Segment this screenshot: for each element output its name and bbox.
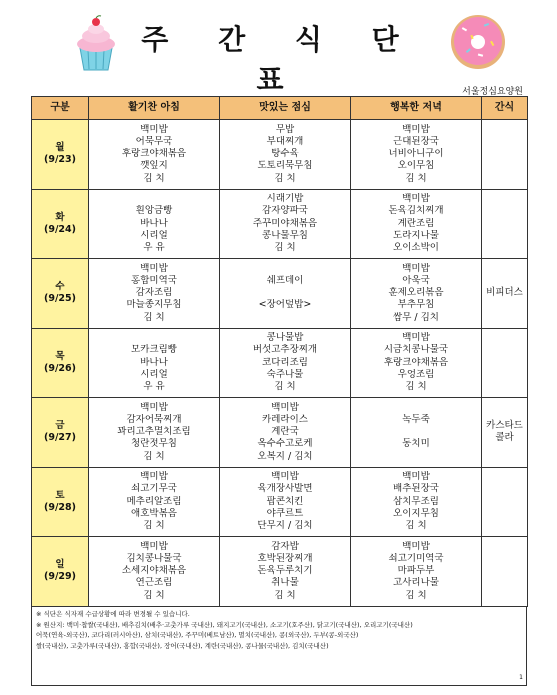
- menu-item: 백미밥: [402, 332, 430, 344]
- menu-item: 김치콩나물국: [126, 552, 182, 564]
- day-name: 일: [55, 559, 65, 571]
- dinner-cell: [351, 328, 482, 398]
- menu-item: 백미밥: [140, 123, 168, 135]
- menu-item: 백미밥: [402, 471, 430, 483]
- menu-item: 너비아니구이: [388, 148, 444, 160]
- breakfast-cell: [89, 120, 220, 190]
- day-name: 토: [55, 489, 65, 501]
- lunch-cell: [220, 189, 351, 259]
- menu-item: 김 치: [405, 381, 427, 393]
- table-row: [32, 467, 528, 537]
- column-header-breakfast: 활기찬 아침: [89, 97, 220, 120]
- menu-item: 깻잎지: [140, 160, 168, 172]
- note-line: ※ 원산지: 백미·찹쌀(국내산), 배추김치(배추·고춧가루 국내산), 돼지고기(국내산), 소고기(호주산), 닭고기(국내산), 오리고기(국내산): [36, 620, 413, 629]
- menu-item: 후랑크야채볶음: [383, 356, 449, 368]
- menu-item: 시금치콩나물국: [383, 344, 449, 356]
- menu-item: 삼치무조림: [393, 495, 439, 507]
- day-date: (9/29): [44, 571, 76, 583]
- menu-item: 단무지 / 김치: [257, 520, 313, 532]
- lunch-cell: [220, 537, 351, 607]
- menu-item: 콩나물밥: [266, 332, 304, 344]
- breakfast-cell: [89, 398, 220, 468]
- menu-item: 돈육두루치기: [257, 565, 313, 577]
- menu-item: 쇠고기무국: [131, 483, 177, 495]
- note-line: ※ 식단은 식자재 수급상황에 따라 변경될 수 있습니다.: [36, 610, 190, 618]
- menu-item: 김 치: [274, 381, 296, 393]
- day-cell: [32, 398, 89, 468]
- menu-item: 홍합미역국: [131, 274, 177, 286]
- menu-item: 백미밥: [140, 262, 168, 274]
- column-header-snack: 간식: [482, 97, 528, 120]
- menu-item: [351, 451, 481, 463]
- day-name: 목: [55, 350, 65, 362]
- menu-item: 바나나: [140, 356, 168, 368]
- breakfast-cell: [89, 189, 220, 259]
- breakfast-cell: [89, 537, 220, 607]
- lunch-cell: [220, 328, 351, 398]
- menu-item: 감자양파국: [262, 205, 308, 217]
- menu-item: 백미밥: [271, 471, 299, 483]
- header-row: [32, 97, 528, 120]
- lunch-cell: [220, 467, 351, 537]
- table-row: [32, 259, 528, 329]
- menu-item: 바나나: [140, 217, 168, 229]
- table-row: [32, 398, 528, 468]
- menu-item: 탕수육: [271, 148, 299, 160]
- menu-item: 김 치: [143, 520, 165, 532]
- menu-item: 도라지나물: [393, 229, 439, 241]
- menu-item: 김 치: [405, 589, 427, 601]
- menu-item: 백미밥: [140, 401, 168, 413]
- menu-item: [220, 287, 350, 299]
- dinner-cell: [351, 120, 482, 190]
- menu-item: 오이지무침: [393, 507, 439, 519]
- menu-item: [351, 402, 481, 414]
- day-cell: [32, 537, 89, 607]
- day-cell: [32, 189, 89, 259]
- menu-item: 훈제오리볶음: [388, 287, 444, 299]
- menu-item: 팝콘치킨: [266, 495, 304, 507]
- menu-item: 후랑크야채볶음: [121, 148, 187, 160]
- menu-item: <장어덮밥>: [258, 299, 312, 311]
- snack-cell: 카스타드 콜라: [482, 398, 528, 468]
- day-date: (9/28): [44, 501, 76, 513]
- menu-item: 오복지 / 김치: [257, 450, 313, 462]
- menu-item: 마늘종지무침: [126, 299, 182, 311]
- menu-item: 부추무침: [397, 299, 435, 311]
- cupcake-icon: [66, 14, 126, 74]
- menu-item: 옥수수고로케: [257, 438, 313, 450]
- snack-cell: [482, 467, 528, 537]
- menu-item: 김 치: [274, 172, 296, 184]
- menu-item: [220, 263, 350, 275]
- menu-item: [89, 332, 219, 344]
- menu-item: 김 치: [274, 589, 296, 601]
- table-row: [32, 537, 528, 607]
- menu-item: 김 치: [405, 520, 427, 532]
- menu-item: 흰앙금빵: [135, 205, 173, 217]
- menu-item: 취나물: [271, 577, 299, 589]
- menu-item: 김 치: [274, 242, 296, 254]
- menu-item: 우엉조림: [397, 368, 435, 380]
- menu-item: 코다리조림: [262, 356, 308, 368]
- menu-item: 주꾸미야채볶음: [252, 217, 318, 229]
- breakfast-cell: [89, 259, 220, 329]
- menu-item: 근대된장국: [393, 135, 439, 147]
- day-date: (9/24): [44, 223, 76, 235]
- menu-item: 오이무침: [397, 160, 435, 172]
- menu-item: 숙주나물: [266, 368, 304, 380]
- menu-item: 백미밥: [402, 540, 430, 552]
- menu-item: 어묵무국: [135, 135, 173, 147]
- day-date: (9/25): [44, 293, 76, 305]
- menu-item: 버섯고추장찌개: [252, 344, 318, 356]
- menu-item: 백미밥: [402, 123, 430, 135]
- dinner-cell: [351, 259, 482, 329]
- menu-item: [89, 193, 219, 205]
- dinner-cell: [351, 398, 482, 468]
- snack-cell: [482, 189, 528, 259]
- menu-item: 계란국: [271, 426, 299, 438]
- menu-item: 감자밥: [271, 540, 299, 552]
- menu-item: 쌈무 / 김치: [393, 311, 439, 323]
- menu-item: 쇠고기미역국: [388, 552, 444, 564]
- menu-item: 쉐프데이: [266, 274, 304, 286]
- menu-item: 카레라이스: [262, 413, 308, 425]
- menu-item: 꽈리고추멸치조림: [117, 426, 191, 438]
- menu-item: 도토리묵무침: [257, 160, 313, 172]
- dinner-cell: [351, 189, 482, 259]
- menu-item: 김 치: [405, 172, 427, 184]
- day-cell: [32, 259, 89, 329]
- dinner-cell: [351, 537, 482, 607]
- menu-item: 김 치: [143, 589, 165, 601]
- menu-item: 김 치: [143, 172, 165, 184]
- menu-item: 연근조림: [135, 577, 173, 589]
- menu-item: 백미밥: [402, 262, 430, 274]
- column-header-dinner: 행복한 저녁: [351, 97, 482, 120]
- day-cell: [32, 467, 89, 537]
- menu-item: 소세지야채볶음: [121, 565, 187, 577]
- menu-item: 애호박볶음: [131, 507, 177, 519]
- menu-item: 아욱국: [402, 274, 430, 286]
- menu-item: 야쿠르트: [266, 507, 304, 519]
- menu-item: 동치미: [402, 438, 430, 450]
- menu-item: 감자어묵찌개: [126, 413, 182, 425]
- snack-cell: [482, 328, 528, 398]
- weekly-menu-table: [31, 96, 528, 607]
- menu-item: 부대찌개: [266, 135, 304, 147]
- breakfast-cell: [89, 467, 220, 537]
- menu-item: 오이소박이: [393, 242, 439, 254]
- note-line: 어묵(연육-외국산), 코다리(러시아산), 삼치(국내산), 주꾸미(베트남산), 멸치(국내산), 콩(외국산), 두부(콩-외국산): [36, 631, 359, 639]
- menu-item: 청란젓무침: [131, 438, 177, 450]
- menu-item: 우 유: [143, 242, 165, 254]
- table-row: [32, 328, 528, 398]
- donut-icon: [448, 12, 508, 72]
- dinner-cell: [351, 467, 482, 537]
- snack-cell: [482, 120, 528, 190]
- snack-cell: [482, 537, 528, 607]
- lunch-cell: [220, 398, 351, 468]
- lunch-cell: [220, 259, 351, 329]
- day-name: 화: [55, 211, 65, 223]
- menu-item: 육개장사발면: [257, 483, 313, 495]
- menu-item: [220, 312, 350, 324]
- menu-item: 백미밥: [402, 193, 430, 205]
- breakfast-cell: [89, 328, 220, 398]
- menu-item: 녹두죽: [402, 413, 430, 425]
- column-header-category: 구분: [32, 97, 89, 120]
- menu-item: 메추리알조림: [126, 495, 182, 507]
- menu-item: 백미밥: [140, 540, 168, 552]
- menu-item: 우 유: [143, 381, 165, 393]
- organization-name: 서울정심요양원: [462, 87, 523, 97]
- menu-item: 김 치: [143, 450, 165, 462]
- menu-item: 시래기밥: [266, 193, 304, 205]
- menu-item: 감자조림: [135, 287, 173, 299]
- menu-item: 돈육김치찌개: [388, 205, 444, 217]
- day-date: (9/27): [44, 432, 76, 444]
- menu-item: 호박된장찌개: [257, 552, 313, 564]
- column-header-lunch: 맛있는 점심: [220, 97, 351, 120]
- menu-item: 마파두부: [397, 565, 435, 577]
- menu-item: 김 치: [143, 311, 165, 323]
- snack-cell: 비피더스: [482, 259, 528, 329]
- menu-item: 시리얼: [140, 229, 168, 241]
- lunch-cell: [220, 120, 351, 190]
- menu-item: 백미밥: [271, 401, 299, 413]
- day-cell: [32, 120, 89, 190]
- menu-item: 무밥: [275, 123, 295, 135]
- menu-item: 콩나물무침: [262, 229, 308, 241]
- day-date: (9/23): [44, 154, 76, 166]
- note-line: 쌀(국내산), 고춧가루(국내산), 홍합(국내산), 장어(국내산), 계란(국내산), 콩나물(국내산), 김치(국내산): [36, 641, 329, 650]
- page-number: 1: [519, 673, 523, 681]
- day-name: 수: [55, 281, 65, 293]
- menu-item: 백미밥: [140, 471, 168, 483]
- day-name: 월: [55, 142, 65, 154]
- menu-item: 배추된장국: [393, 483, 439, 495]
- menu-item: 시리얼: [140, 368, 168, 380]
- page-title: 주 간 식 단 표: [141, 23, 419, 96]
- menu-item: [351, 426, 481, 438]
- menu-item: 모카크림빵: [131, 344, 177, 356]
- day-cell: [32, 328, 89, 398]
- day-date: (9/26): [44, 362, 76, 374]
- table-row: [32, 120, 528, 190]
- menu-item: 고사리나물: [393, 577, 439, 589]
- day-name: 금: [55, 420, 65, 432]
- table-row: [32, 189, 528, 259]
- notes-box: [31, 606, 527, 686]
- menu-item: 계란조림: [397, 217, 435, 229]
